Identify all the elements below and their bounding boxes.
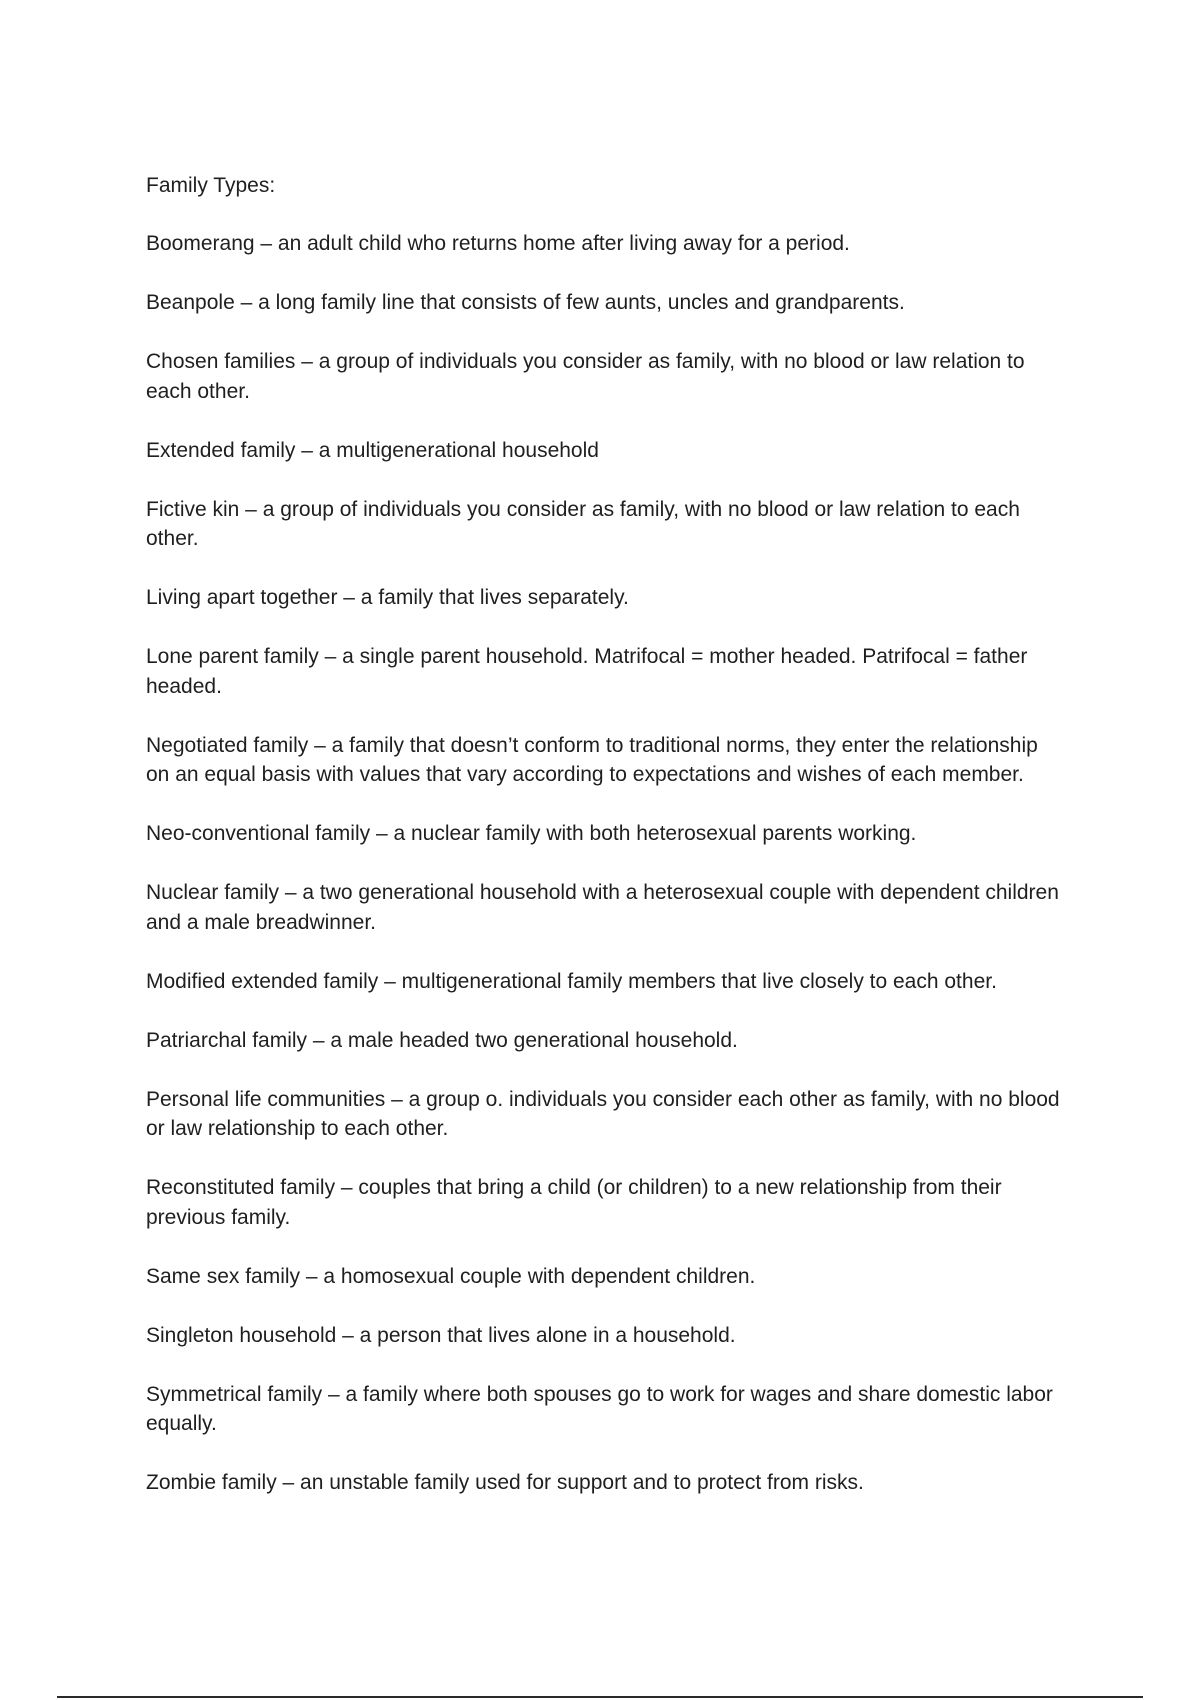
entry-beanpole: Beanpole – a long family line that consists of few aunts, uncles and grandparents.: [146, 291, 905, 314]
entry-reconstituted-family: Reconstituted family – couples that bring a child (or children) to a new relationship from their previous family.: [146, 1176, 1002, 1229]
entry-boomerang: Boomerang – an adult child who returns home after living away for a period.: [146, 232, 850, 255]
entry-living-apart-together: Living apart together – a family that lives separately.: [146, 586, 629, 609]
page-bottom-divider: [57, 1696, 1143, 1698]
entry-singleton-household: Singleton household – a person that lives alone in a household.: [146, 1323, 736, 1347]
entry-symmetrical-family: Symmetrical family – a family where both spouses go to work for wages and share domestic labor equally.: [146, 1382, 1053, 1435]
entry-nuclear-family: Nuclear family – a two generational household with a heterosexual couple with dependent children and a male breadwinner.: [146, 881, 1059, 934]
entry-neo-conventional-family: Neo-conventional family – a nuclear family with both heterosexual parents working.: [146, 822, 917, 845]
entry-zombie-family: Zombie family – an unstable family used for support and to protect from risks.: [146, 1471, 864, 1494]
family-types-list: [146, 229, 1066, 1498]
entry-lone-parent-family: Lone parent family – a single parent household. Matrifocal = mother headed. Patrifocal = father headed.: [146, 645, 1028, 698]
entry-same-sex-family: Same sex family – a homosexual couple with dependent children.: [146, 1264, 756, 1288]
entry-negotiated-family: Negotiated family – a family that doesn’t conform to traditional norms, they enter the relationship on an equal basis with values that vary according to expectations and wishes of each member.: [146, 733, 1038, 786]
entry-extended-family: Extended family – a multigenerational household: [146, 438, 599, 462]
document-title: Family Types:: [146, 174, 276, 197]
entry-modified-extended-family: Modified extended family – multigenerational family members that live closely to each other.: [146, 969, 997, 993]
entry-chosen-families: Chosen families – a group of individuals you consider as family, with no blood or law relation to each other.: [146, 350, 1025, 403]
document-page: [146, 171, 1066, 1527]
entry-patriarchal-family: Patriarchal family – a male headed two generational household.: [146, 1028, 738, 1052]
entry-personal-life-communities: Personal life communities – a group o. individuals you consider each other as family, with no blood or law relationship to each other.: [146, 1087, 1060, 1140]
entry-fictive-kin: Fictive kin – a group of individuals you consider as family, with no blood or law relation to each other.: [146, 497, 1020, 550]
